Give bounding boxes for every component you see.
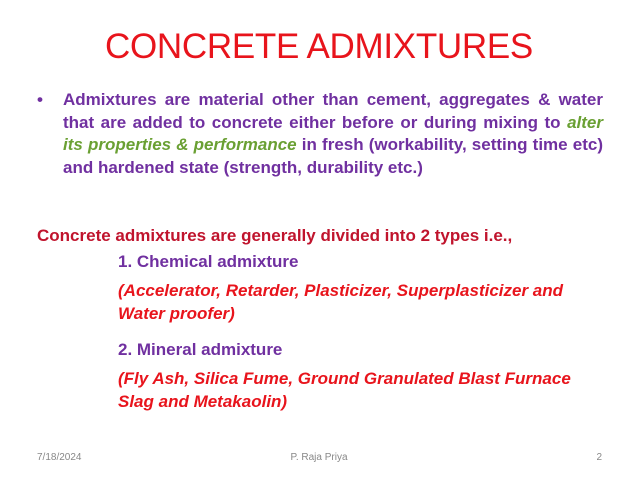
types-intro: Concrete admixtures are generally divided into 2 types i.e., [37, 226, 513, 245]
bullet-text-part1: Admixtures are material other than cement, aggregates & water that are added to concrete either before or during mixing to [63, 90, 603, 132]
bullet-text [63, 89, 603, 179]
type-heading-chemical: 1. Chemical admixture [118, 252, 299, 271]
bullet-highlight: alter its properties & performance [63, 112, 603, 154]
bullet-paragraph [37, 89, 603, 179]
bullet-marker: • [37, 90, 43, 109]
footer-page-number: 2 [596, 452, 602, 463]
footer-author: P. Raja Priya [290, 452, 348, 463]
bullet-text-part2: in fresh (workability, setting time etc) and hardened state (strength, durability etc.) [63, 135, 603, 177]
type-detail-mineral: (Fly Ash, Silica Fume, Ground Granulated Blast Furnace Slag and Metakaolin) [118, 369, 571, 411]
slide-title: CONCRETE ADMIXTURES [105, 27, 533, 66]
type-heading-mineral: 2. Mineral admixture [118, 340, 283, 359]
type-detail-chemical: (Accelerator, Retarder, Plasticizer, Superplasticizer and Water proofer) [118, 281, 564, 323]
footer-date: 7/18/2024 [37, 452, 82, 463]
